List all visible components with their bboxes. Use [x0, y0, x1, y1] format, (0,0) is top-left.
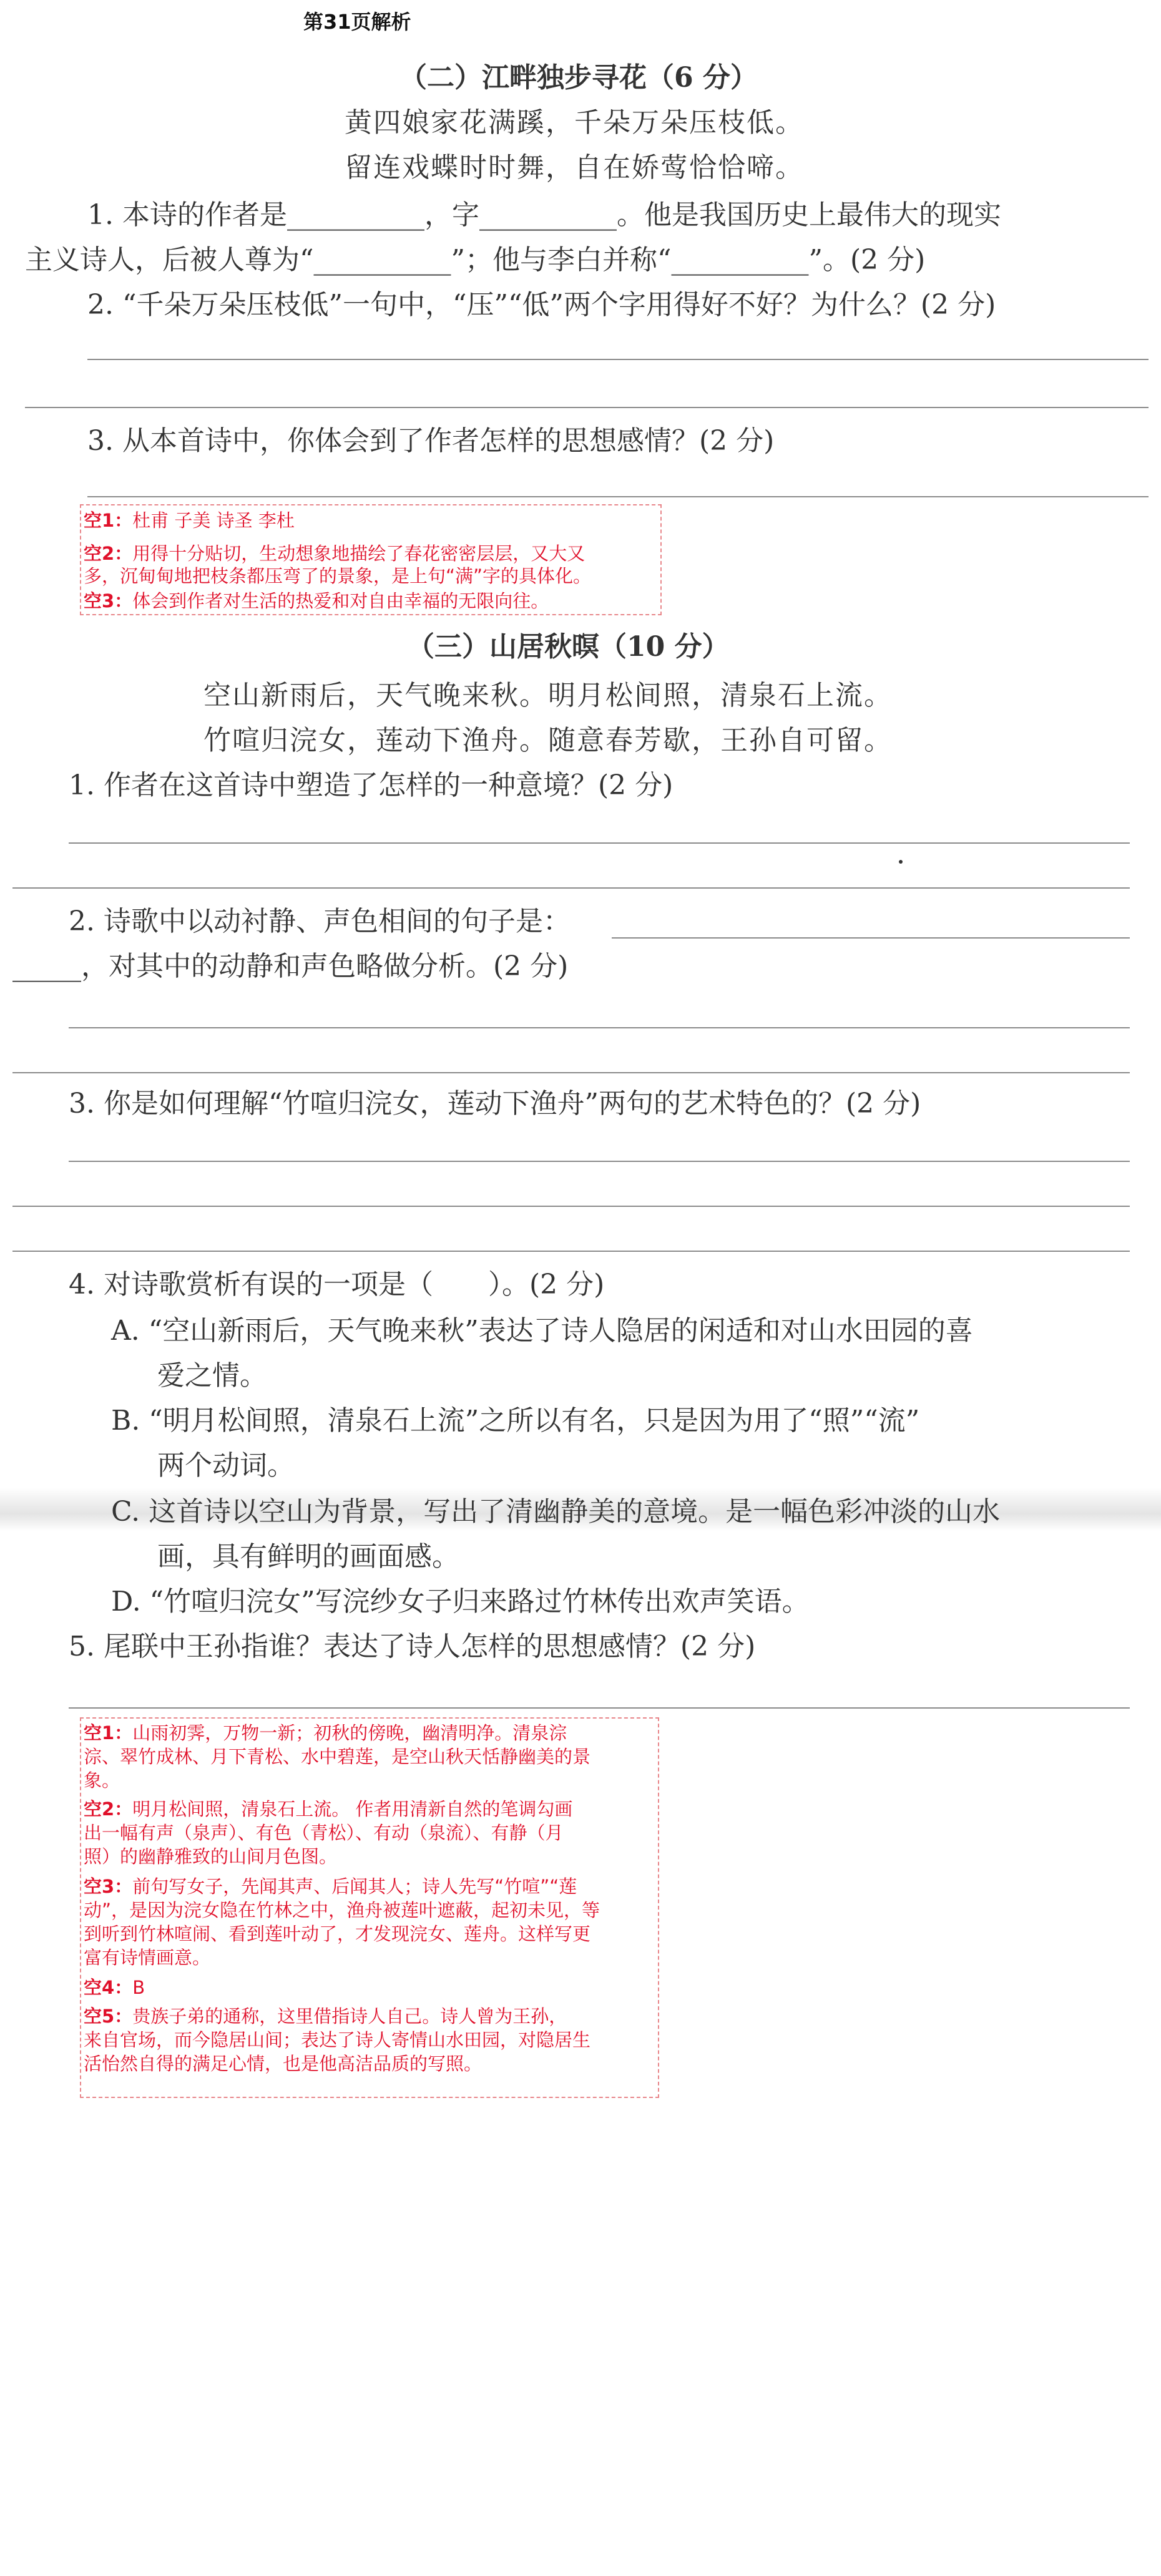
answer-2-cont: 照）的幽静雅致的山间月色图。	[84, 1846, 338, 1867]
option-b[interactable]: B. “明月松间照，清泉石上流”之所以有名，只是因为用了“照”“流”	[111, 1405, 920, 1437]
page-header: 第31页解析	[303, 10, 411, 34]
answer-3: 空3：前句写女子，先闻其声、后闻其人；诗人先写“竹喧”“莲	[84, 1876, 577, 1897]
answer-1-cont: 淙、翠竹成林、月下青松、水中碧莲，是空山秋天恬静幽美的景	[84, 1746, 591, 1767]
answer-3-cont: 到听到竹林喧闹、看到莲叶动了，才发现浣女、莲舟。这样写更	[84, 1923, 591, 1944]
question-4: 4. 对诗歌赏析有误的一项是（ ）。(2 分)	[69, 1269, 605, 1300]
option-a-cont: 爱之情。	[157, 1360, 267, 1392]
option-c[interactable]: C. 这首诗以空山为背景，写出了清幽静美的意境。是一幅色彩冲淡的山水	[111, 1496, 1001, 1528]
question-1: 1. 作者在这首诗中塑造了怎样的一种意境？(2 分)	[69, 769, 674, 801]
answer-3-cont: 动”，是因为浣女隐在竹林之中，渔舟被莲叶遮蔽，起初未见，等	[84, 1900, 600, 1921]
poem-line: 黄四娘家花满蹊，千朵万朵压枝低。	[345, 107, 804, 139]
answer-line[interactable]	[69, 1027, 1130, 1028]
answer-line[interactable]	[12, 1206, 1130, 1207]
option-d[interactable]: D. “竹喧归浣女”写浣纱女子归来路过竹林传出欢声笑语。	[111, 1586, 810, 1617]
question-3: 3. 你是如何理解“竹喧归浣女，莲动下渔舟”两句的艺术特色的？(2 分)	[69, 1088, 921, 1120]
answer-5-cont: 来自官场，而今隐居山间；表达了诗人寄情山水田园，对隐居生	[84, 2029, 591, 2051]
question-2-cont: _____，对其中的动静和声色略做分析。(2 分)	[12, 950, 569, 982]
answer-1: 空1：杜甫 子美 诗圣 李杜	[84, 510, 295, 531]
answer-4: 空4：B	[84, 1977, 145, 1998]
question-2: 2. 诗歌中以动衬静、声色相间的句子是：	[69, 905, 571, 937]
answer-line[interactable]	[87, 496, 1149, 497]
option-b-cont: 两个动词。	[157, 1450, 295, 1481]
answer-line[interactable]	[12, 1072, 1130, 1073]
speck	[899, 860, 903, 864]
answer-2-cont: 多，沉甸甸地把枝条都压弯了的景象，是上句“满”字的具体化。	[84, 565, 592, 587]
answer-line[interactable]	[69, 1707, 1130, 1709]
answer-2: 空2：明月松间照，清泉石上流。 作者用清新自然的笔调勾画	[84, 1798, 573, 1820]
option-a[interactable]: A. “空山新雨后，天气晚来秋”表达了诗人隐居的闲适和对山水田园的喜	[111, 1315, 973, 1347]
question-3: 3. 从本首诗中，你体会到了作者怎样的思想感情？(2 分)	[87, 425, 775, 457]
answer-5-cont: 活怡然自得的满足心情，也是他高洁品质的写照。	[84, 2053, 483, 2074]
answer-line[interactable]	[12, 1251, 1130, 1252]
poem-line: 空山新雨后，天气晚来秋。明月松间照，清泉石上流。	[203, 680, 893, 711]
poem-line: 竹喧归浣女，莲动下渔舟。随意春芳歇，王孙自可留。	[203, 724, 893, 756]
question-1: 1. 本诗的作者是__________，字__________。他是我国历史上最伟大的现实	[87, 199, 1001, 231]
answer-line[interactable]	[87, 359, 1149, 360]
answer-1-cont: 象。	[84, 1770, 120, 1791]
answer-3-cont: 富有诗情画意。	[84, 1947, 211, 1968]
answer-line[interactable]	[69, 1161, 1130, 1162]
answer-5: 空5：贵族子弟的通称，这里借指诗人自己。诗人曾为王孙，	[84, 2006, 567, 2027]
answer-line[interactable]	[12, 887, 1130, 889]
section-title-shanju: （三）山居秋暝（10 分）	[407, 631, 730, 663]
section-title-jiangpan: （二）江畔独步寻花（6 分）	[399, 62, 758, 94]
answer-2: 空2：用得十分贴切，生动想象地描绘了春花密密层层，又大又	[84, 543, 585, 564]
answer-line[interactable]	[25, 407, 1149, 408]
answer-1: 空1：山雨初霁，万物一新；初秋的傍晚，幽清明净。清泉淙	[84, 1722, 567, 1744]
answer-line[interactable]	[612, 937, 1130, 939]
answer-line[interactable]	[69, 842, 1130, 844]
poem-line: 留连戏蝶时时舞，自在娇莺恰恰啼。	[345, 152, 804, 183]
question-5: 5. 尾联中王孙指谁？表达了诗人怎样的思想感情？(2 分)	[69, 1631, 756, 1662]
question-2: 2. “千朵万朵压枝低”一句中，“压”“低”两个字用得好不好？为什么？(2 分)	[87, 289, 996, 321]
question-1-cont: 主义诗人，后被人尊为“__________”；他与李白并称“__________”。(2 分)	[25, 244, 926, 276]
answer-3: 空3：体会到作者对生活的热爱和对自由幸福的无限向往。	[84, 590, 549, 612]
answer-2-cont: 出一幅有声（泉声）、有色（青松）、有动（泉流）、有静（月	[84, 1822, 564, 1843]
option-c-cont: 画，具有鲜明的画面感。	[157, 1541, 459, 1573]
